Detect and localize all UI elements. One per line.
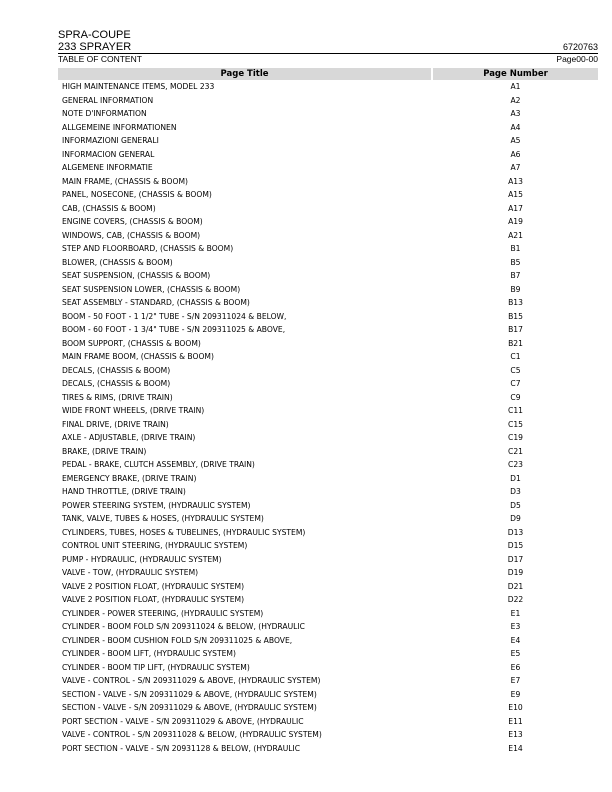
table-row[interactable] [58, 526, 598, 540]
row-page-title[interactable]: CYLINDER - POWER STEERING, (HYDRAULIC SYSTEM) [62, 608, 264, 618]
row-page-title[interactable]: CYLINDER - BOOM FOLD S/N 209311024 & BELOW, (HYDRAULIC [62, 622, 305, 631]
table-row[interactable] [58, 688, 598, 702]
row-page-number[interactable]: E7 [510, 676, 521, 685]
row-page-number[interactable]: C15 [508, 419, 523, 429]
table-row[interactable] [58, 701, 598, 715]
row-page-number[interactable]: A6 [510, 149, 521, 159]
header-line-section [58, 53, 598, 64]
row-page-number[interactable]: C7 [510, 379, 521, 388]
table-row[interactable] [58, 742, 598, 756]
table-row[interactable] [58, 418, 598, 432]
row-page-number[interactable]: E4 [510, 635, 521, 645]
row-page-number[interactable]: D3 [510, 487, 521, 496]
section-title: TABLE OF CONTENT [58, 54, 142, 64]
row-page-title[interactable]: VALVE 2 POSITION FLOAT, (HYDRAULIC SYSTEM) [62, 595, 245, 604]
header-model-text: SPRA-COUPE [58, 29, 131, 41]
table-row[interactable] [58, 80, 598, 94]
row-page-title[interactable]: PORT SECTION - VALVE - S/N 209311029 & ABOVE, (HYDRAULIC [62, 716, 304, 726]
row-page-number[interactable]: B17 [508, 325, 523, 334]
document-number: 6720763 [562, 42, 598, 52]
row-page-title[interactable]: BOOM - 60 FOOT - 1 3/4" TUBE - S/N 209311025 & ABOVE, [62, 325, 286, 334]
row-page-number[interactable]: E11 [508, 716, 523, 726]
table-row[interactable] [58, 499, 598, 513]
header-line-model [58, 29, 598, 41]
row-page-title[interactable]: HIGH MAINTENANCE ITEMS, MODEL 233 [62, 82, 215, 91]
row-page-title[interactable]: TIRES & RIMS, (DRIVE TRAIN) [62, 392, 173, 402]
row-page-title[interactable]: AXLE - ADJUSTABLE, (DRIVE TRAIN) [62, 433, 196, 442]
row-page-number[interactable]: B5 [510, 257, 521, 267]
row-page-number[interactable]: A4 [510, 122, 521, 132]
table-row[interactable] [58, 593, 598, 607]
row-page-title[interactable]: MAIN FRAME BOOM, (CHASSIS & BOOM) [62, 352, 214, 361]
table-row[interactable] [58, 445, 598, 459]
row-page-number[interactable]: A21 [508, 230, 523, 240]
table-row[interactable] [58, 553, 598, 567]
row-page-number[interactable]: C11 [508, 406, 523, 415]
row-page-title[interactable]: VALVE - CONTROL - S/N 209311028 & BELOW, (HYDRAULIC SYSTEM) [62, 730, 322, 739]
row-page-number[interactable]: C5 [510, 365, 521, 375]
row-page-number[interactable]: B1 [510, 244, 521, 253]
row-page-number[interactable]: A3 [510, 109, 521, 118]
row-page-title[interactable]: VALVE - TOW, (HYDRAULIC SYSTEM) [62, 568, 199, 577]
table-row[interactable] [58, 377, 598, 391]
row-page-number[interactable]: D21 [507, 581, 524, 591]
row-page-title[interactable]: SEAT ASSEMBLY - STANDARD, (CHASSIS & BOOM) [62, 298, 250, 307]
row-page-number[interactable]: A19 [508, 217, 523, 226]
row-page-title[interactable]: ALGEMENE INFORMATIE [62, 163, 153, 172]
row-page-title[interactable]: STEP AND FLOORBOARD, (CHASSIS & BOOM) [62, 244, 234, 253]
row-page-title[interactable]: SECTION - VALVE - S/N 209311029 & ABOVE, (HYDRAULIC SYSTEM) [62, 689, 317, 699]
table-row[interactable] [58, 148, 598, 162]
row-page-title[interactable]: CYLINDER - BOOM TIP LIFT, (HYDRAULIC SYSTEM) [62, 662, 250, 672]
row-page-title[interactable]: DECALS, (CHASSIS & BOOM) [62, 365, 171, 375]
row-page-number[interactable]: E1 [510, 608, 521, 618]
row-page-title[interactable]: SEAT SUSPENSION, (CHASSIS & BOOM) [62, 271, 211, 280]
table-row[interactable] [58, 202, 598, 216]
row-page-number[interactable]: C9 [510, 392, 521, 402]
table-row[interactable] [58, 269, 598, 283]
row-page-number[interactable]: A15 [508, 190, 523, 199]
row-page-title[interactable]: INFORMAZIONI GENERALI [62, 136, 159, 145]
row-page-number[interactable]: E3 [510, 622, 521, 631]
table-row[interactable] [58, 620, 598, 634]
row-page-number[interactable]: B9 [510, 284, 521, 294]
row-page-number[interactable]: A5 [510, 136, 521, 145]
page-number-label: Page00-00 [556, 54, 598, 64]
row-page-number[interactable]: C19 [508, 433, 523, 442]
table-row[interactable] [58, 350, 598, 364]
table-row[interactable] [58, 431, 598, 445]
table-row[interactable] [58, 337, 598, 351]
row-page-title[interactable]: GENERAL INFORMATION [62, 95, 154, 105]
row-page-number[interactable]: D15 [507, 541, 524, 550]
header-product-text: 233 SPRAYER [58, 41, 132, 53]
row-page-title[interactable]: POWER STEERING SYSTEM, (HYDRAULIC SYSTEM) [62, 500, 251, 510]
row-page-title[interactable]: SECTION - VALVE - S/N 209311029 & ABOVE, (HYDRAULIC SYSTEM) [62, 703, 317, 712]
row-page-title[interactable]: CYLINDERS, TUBES, HOSES & TUBELINES, (HYDRAULIC SYSTEM) [62, 527, 306, 537]
row-page-number[interactable]: C21 [508, 446, 523, 456]
row-page-number[interactable]: A7 [510, 163, 521, 172]
row-page-number[interactable]: C23 [508, 460, 523, 469]
row-page-number[interactable]: A13 [508, 176, 523, 186]
row-page-number[interactable]: D17 [507, 554, 524, 564]
row-page-number[interactable]: D5 [510, 500, 521, 510]
table-row[interactable] [58, 283, 598, 297]
row-page-title[interactable]: NOTE D'INFORMATION [62, 109, 147, 118]
row-page-title[interactable]: SEAT SUSPENSION LOWER, (CHASSIS & BOOM) [62, 284, 241, 294]
row-page-title[interactable]: BOOM SUPPORT, (CHASSIS & BOOM) [62, 338, 201, 348]
row-page-number[interactable]: E9 [510, 689, 521, 699]
row-page-number[interactable]: D13 [507, 527, 524, 537]
table-row[interactable] [58, 94, 598, 108]
table-row[interactable] [58, 391, 598, 405]
table-header-row [58, 68, 598, 80]
row-page-title[interactable]: ENGINE COVERS, (CHASSIS & BOOM) [62, 217, 203, 226]
table-row[interactable] [58, 472, 598, 486]
table-row[interactable] [58, 134, 598, 148]
table-row[interactable] [58, 188, 598, 202]
table-row[interactable] [58, 458, 598, 472]
table-row[interactable] [58, 242, 598, 256]
table-row[interactable] [58, 634, 598, 648]
table-row[interactable] [58, 539, 598, 553]
row-page-title[interactable]: BOOM - 50 FOOT - 1 1/2" TUBE - S/N 209311024 & BELOW, [62, 311, 287, 321]
row-page-title[interactable]: INFORMACION GENERAL [62, 149, 155, 159]
row-page-title[interactable]: PANEL, NOSECONE, (CHASSIS & BOOM) [62, 190, 212, 199]
row-page-number[interactable]: E10 [508, 703, 523, 712]
table-row[interactable] [58, 580, 598, 594]
row-page-number[interactable]: D9 [510, 514, 521, 523]
row-page-title[interactable]: VALVE - CONTROL - S/N 209311029 & ABOVE, (HYDRAULIC SYSTEM) [62, 676, 321, 685]
row-page-number[interactable]: D1 [510, 473, 521, 483]
row-page-number[interactable]: D22 [507, 595, 524, 604]
row-page-title[interactable]: PEDAL - BRAKE, CLUTCH ASSEMBLY, (DRIVE TRAIN) [62, 460, 255, 469]
table-row[interactable] [58, 296, 598, 310]
row-page-title[interactable]: MAIN FRAME, (CHASSIS & BOOM) [62, 176, 188, 186]
table-row[interactable] [58, 161, 598, 175]
table-row[interactable] [58, 404, 598, 418]
row-page-title[interactable]: ALLGEMEINE INFORMATIONEN [62, 122, 177, 132]
row-page-title[interactable]: PUMP - HYDRAULIC, (HYDRAULIC SYSTEM) [62, 554, 222, 564]
row-page-title[interactable]: CYLINDER - BOOM CUSHION FOLD S/N 209311025 & ABOVE, [62, 635, 293, 645]
table-row[interactable] [58, 323, 598, 337]
row-page-title[interactable]: VALVE 2 POSITION FLOAT, (HYDRAULIC SYSTEM) [62, 581, 245, 591]
row-page-number[interactable]: D19 [507, 568, 524, 577]
table-of-contents [58, 68, 598, 755]
row-page-number[interactable]: B15 [508, 311, 523, 321]
table-row[interactable] [58, 121, 598, 135]
table-row[interactable] [58, 647, 598, 661]
row-page-title[interactable]: WINDOWS, CAB, (CHASSIS & BOOM) [62, 230, 201, 240]
table-row[interactable] [58, 229, 598, 243]
row-page-title[interactable]: PORT SECTION - VALVE - S/N 20931128 & BELOW, (HYDRAULIC [62, 743, 301, 753]
row-page-title[interactable]: EMERGENCY BRAKE, (DRIVE TRAIN) [62, 473, 197, 483]
table-row[interactable] [58, 715, 598, 729]
row-page-title[interactable]: CAB, (CHASSIS & BOOM) [62, 203, 156, 213]
row-page-number[interactable]: E14 [508, 743, 523, 753]
table-row[interactable] [58, 310, 598, 324]
row-page-title[interactable]: BRAKE, (DRIVE TRAIN) [62, 446, 147, 456]
row-page-number[interactable]: A2 [510, 95, 521, 105]
row-page-number[interactable]: B7 [510, 271, 521, 280]
column-header-page-number: Page Number [433, 68, 598, 80]
row-page-title[interactable]: CONTROL UNIT STEERING, (HYDRAULIC SYSTEM) [62, 541, 248, 550]
row-page-number[interactable]: A1 [510, 82, 521, 91]
column-header-page-title: Page Title [58, 68, 433, 80]
table-row[interactable] [58, 728, 598, 742]
row-page-number[interactable]: E6 [510, 662, 521, 672]
table-row[interactable] [58, 566, 598, 580]
row-page-number[interactable]: C1 [510, 352, 521, 361]
row-page-title[interactable]: FINAL DRIVE, (DRIVE TRAIN) [62, 419, 169, 429]
table-row[interactable] [58, 607, 598, 621]
row-page-title[interactable]: BLOWER, (CHASSIS & BOOM) [62, 257, 173, 267]
row-page-number[interactable]: E5 [510, 649, 521, 658]
row-page-number[interactable]: A17 [508, 203, 523, 213]
row-page-title[interactable]: TANK, VALVE, TUBES & HOSES, (HYDRAULIC SYSTEM) [62, 514, 264, 523]
table-row[interactable] [58, 485, 598, 499]
row-page-title[interactable]: WIDE FRONT WHEELS, (DRIVE TRAIN) [62, 406, 205, 415]
table-row[interactable] [58, 674, 598, 688]
table-row[interactable] [58, 661, 598, 675]
table-body [58, 80, 598, 755]
row-page-title[interactable]: CYLINDER - BOOM LIFT, (HYDRAULIC SYSTEM) [62, 649, 236, 658]
table-row[interactable] [58, 215, 598, 229]
row-page-title[interactable]: HAND THROTTLE, (DRIVE TRAIN) [62, 487, 186, 496]
table-row[interactable] [58, 175, 598, 189]
table-row[interactable] [58, 364, 598, 378]
row-page-title[interactable]: DECALS, (CHASSIS & BOOM) [62, 379, 171, 388]
header-line-product [58, 41, 598, 53]
table-row[interactable] [58, 256, 598, 270]
table-row[interactable] [58, 512, 598, 526]
row-page-number[interactable]: B21 [508, 338, 523, 348]
table-row[interactable] [58, 107, 598, 121]
row-page-number[interactable]: E13 [508, 730, 523, 739]
row-page-number[interactable]: B13 [508, 298, 523, 307]
